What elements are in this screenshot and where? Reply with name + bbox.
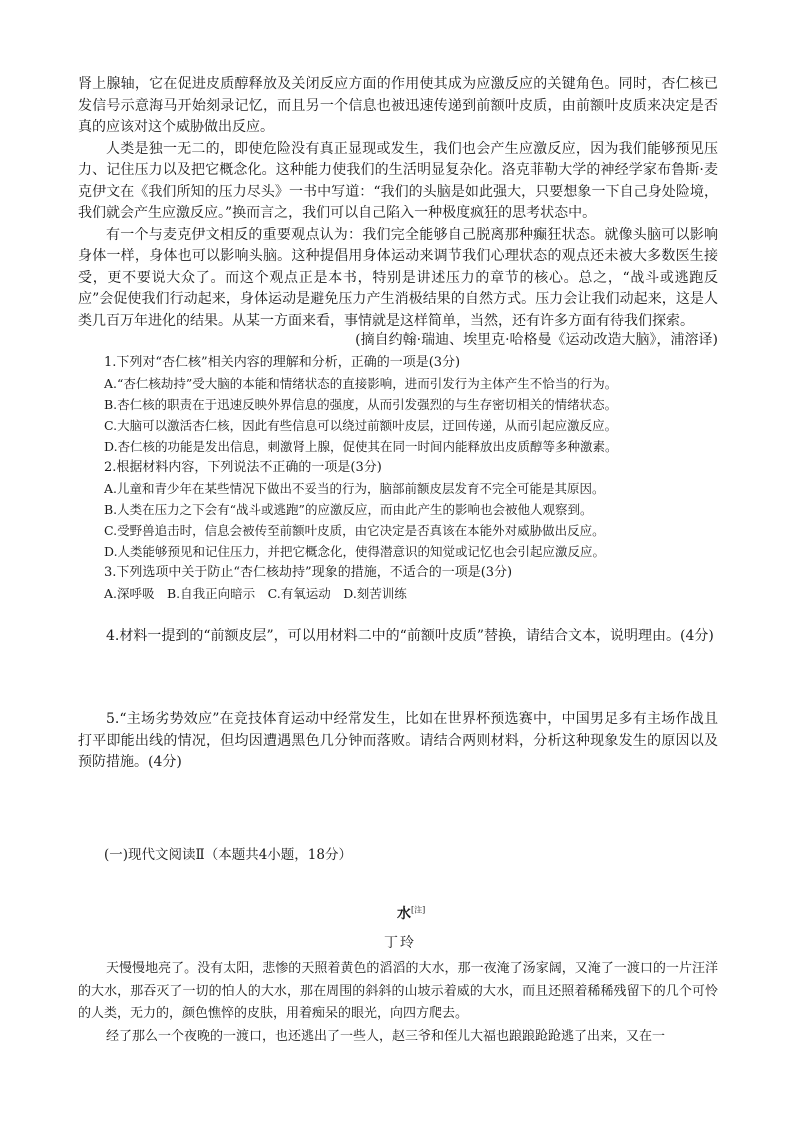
source-citation: (摘自约翰·瑞迪、埃里克·哈格曼《运动改造大脑》，浦溶译) bbox=[355, 332, 718, 348]
question-1-option-a: A.“杏仁核劫持”受大脑的本能和情绪状态的直接影响，进而引发行为主体产生不恰当的行为。 bbox=[104, 376, 618, 391]
story-title bbox=[397, 903, 425, 923]
question-3-stem: 3.下列选项中关于防止“杏仁核劫持”现象的措施，不适合的一项是(3分) bbox=[104, 565, 513, 580]
question-5-text: 5.“主场劣势效应”在竞技体育运动中经常发生，比如在世界杯预选赛中，中国男足多有主场作战且打平即能出线的情况，但均因遭遇黑色几分钟而落败。请结合两则材料，分析这种现象发生的原因以及预防措施。(4分) bbox=[78, 711, 718, 770]
story-paragraph-2: 经了那么一个夜晚的一渡口，也还逃出了一些人，赵三爷和侄儿大福也踉踉跄跄逃了出来，又在一 bbox=[106, 1028, 666, 1044]
question-4-text: 4.材料一提到的“前额皮层”，可以用材料二中的“前额叶皮质”替换，请结合文本，说明理由。(4分) bbox=[106, 628, 714, 644]
question-1-option-d: D.杏仁核的功能是发出信息，刺激肾上腺，促使其在同一时间内能释放出皮质醇等多种激素。 bbox=[104, 439, 618, 454]
material-body bbox=[78, 74, 718, 332]
paragraph-2: 人类是独一无二的，即使危险没有真正显现或发生，我们也会产生应激反应，因为我们能够预见压力、记住压力以及把它概念化。这种能力使我们的生活明显复杂化。洛克菲勒大学的神经学家布鲁斯·麦克伊文在《我们所知的压力尽头》一书中写道：“我们的头脑是如此强大，只要想象一下自己身处险境，我们就会产生应激反应。”换而言之，我们可以自己陷入一种极度疯狂的思考状态中。 bbox=[78, 140, 718, 221]
question-3 bbox=[104, 562, 724, 604]
question-3-options: A.深呼吸 B.自我正向暗示 C.有氧运动 D.刻苦训练 bbox=[104, 586, 407, 601]
story-author: 丁玲 bbox=[384, 935, 416, 951]
question-2-option-a: A.儿童和青少年在某些情况下做出不妥当的行为，脑部前额皮层发育不完全可能是其原因。 bbox=[104, 481, 605, 496]
question-2-stem: 2.根据材料内容，下列说法不正确的一项是(3分) bbox=[104, 460, 382, 475]
question-1 bbox=[104, 352, 724, 457]
paragraph-1: 肾上腺轴，它在促进皮质醇释放及关闭反应方面的作用使其成为应激反应的关键角色。同时，杏仁核已发信号示意海马开始刻录记忆，而且另一个信息也被迅速传递到前额叶皮质，由前额叶皮质来决定是否真的应该对这个威胁做出反应。 bbox=[78, 76, 718, 135]
paragraph-3: 有一个与麦克伊文相反的重要观点认为：我们完全能够自己脱离那种癫狂状态。就像头脑可以影响身体一样，身体也可以影响头脑。这种提倡用身体运动来调节我们心理状态的观点还未被大多数医生接受，更不要说大众了。而这个观点正是本书，特别是讲述压力的章节的核心。总之，“战斗或逃跑反应”会促使我们行动起来，身体运动是避免压力产生消极结果的自然方式。压力会让我们动起来，这是人类几百万年进化的结果。从某一方面来看，事情就是这样简单，当然，还有许多方面有待我们探索。 bbox=[78, 226, 718, 329]
section-heading: (一)现代文阅读Ⅱ（本题共4小题，18分） bbox=[104, 847, 352, 863]
question-1-option-c: C.大脑可以激活杏仁核，因此有些信息可以绕过前额叶皮层，迂回传递，从而引起应激反应。 bbox=[104, 418, 618, 433]
story-body bbox=[78, 958, 718, 1048]
question-2 bbox=[104, 457, 724, 562]
question-1-stem: 1.下列对“杏仁核”相关内容的理解和分析，正确的一项是(3分) bbox=[104, 355, 461, 370]
question-4 bbox=[78, 626, 718, 648]
question-2-option-c: C.受野兽追击时，信息会被传至前额叶皮质，由它决定是否真该在本能外对威胁做出反应。 bbox=[104, 523, 605, 538]
story-title-text: 水 bbox=[397, 906, 411, 922]
question-2-option-d: D.人类能够预见和记住压力，并把它概念化，使得潜意识的知觉或记忆也会引起应激反应。 bbox=[104, 544, 606, 559]
question-1-option-b: B.杏仁核的职责在于迅速反映外界信息的强度，从而引发强烈的与生存密切相关的情绪状态。 bbox=[104, 397, 618, 412]
question-2-option-b: B.人类在压力之下会有“战斗或逃跑”的应激反应，而由此产生的影响也会被他人观察到。 bbox=[104, 502, 593, 517]
story-title-note: [注] bbox=[411, 905, 426, 915]
story-paragraph-1: 天慢慢地亮了。没有太阳，悲惨的天照着黄色的滔滔的大水，那一夜淹了汤家阔，又淹了一渡口的一片汪洋的大水，那吞灭了一切的怕人的大水，那在周围的斜斜的山坡示着威的大水，而且还照着稀稀残留下的几个可怜的人类，无力的，颜色憔悴的皮肤，用着痴呆的眼光，向四方爬去。 bbox=[78, 961, 718, 1021]
question-5 bbox=[78, 709, 718, 774]
